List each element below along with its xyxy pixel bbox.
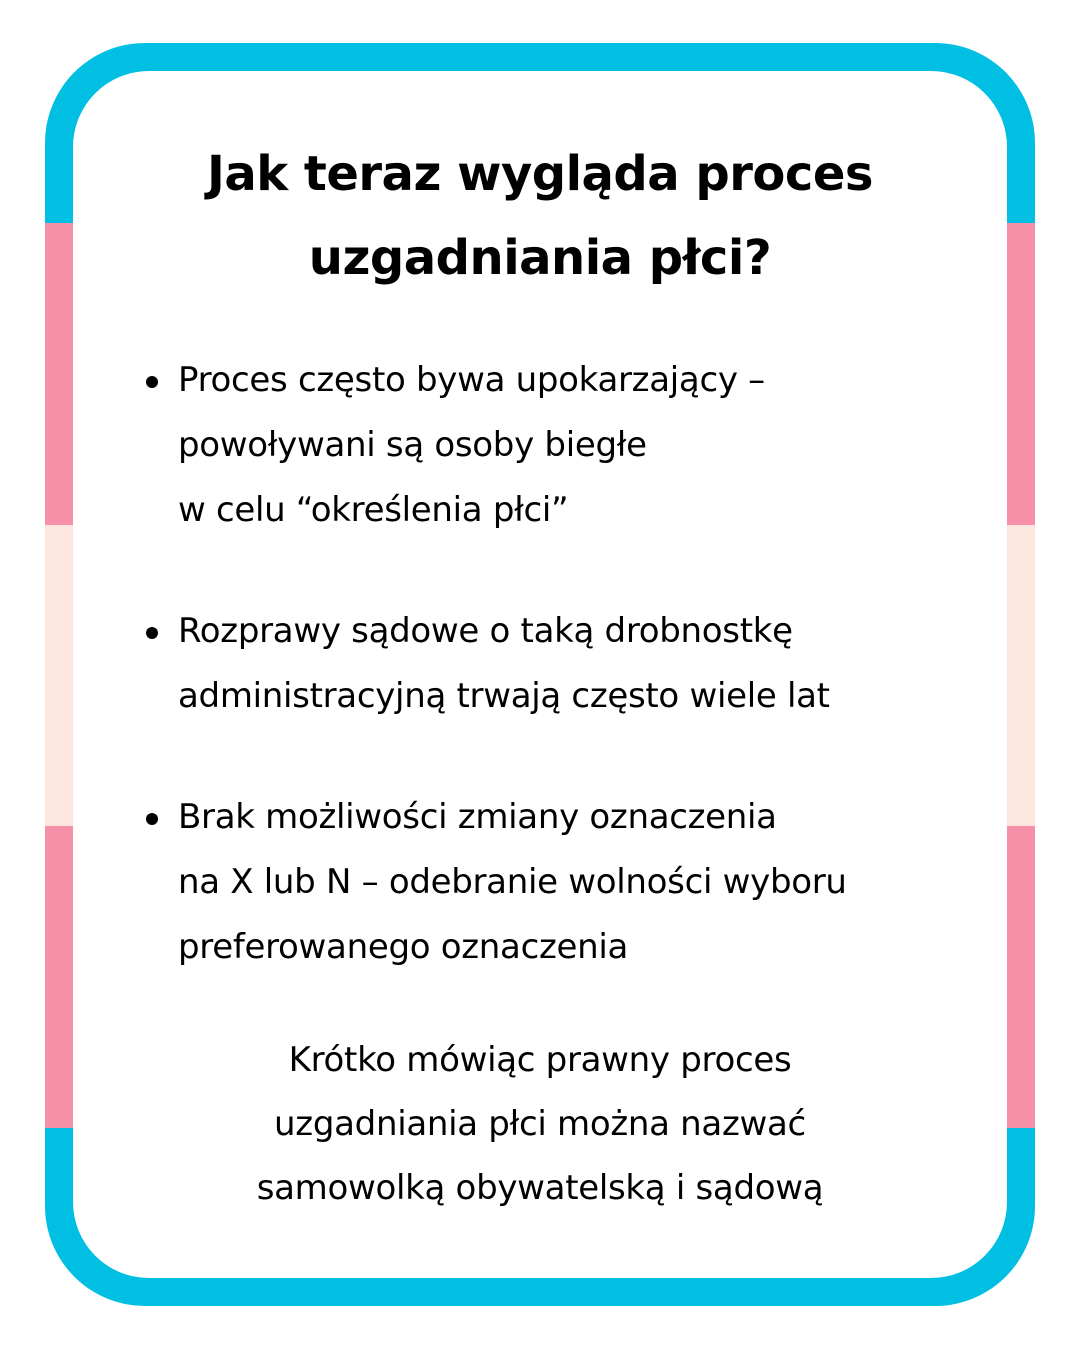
- bullet-list: [140, 348, 1000, 980]
- list-item-line: na X lub N – odebranie wolności wyboru: [178, 862, 847, 902]
- list-item: [140, 348, 1000, 543]
- summary-line: samowolką obywatelską i sądową: [256, 1168, 824, 1208]
- list-item: [140, 785, 1000, 980]
- summary-text: [73, 1028, 1007, 1220]
- summary-line: Krótko mówiąc prawny proces: [288, 1040, 792, 1080]
- list-item-line: administracyjną trwają często wiele lat: [178, 676, 830, 716]
- title-line: Jak teraz wygląda proces: [207, 146, 873, 202]
- page-title: [73, 132, 1007, 300]
- summary-line: uzgadniania płci można nazwać: [274, 1104, 806, 1144]
- title-line: uzgadniania płci?: [308, 230, 772, 286]
- list-item-line: Rozprawy sądowe o taką drobnostkę: [178, 611, 793, 651]
- list-item-line: Brak możliwości zmiany oznaczenia: [178, 797, 777, 837]
- bullet-icon: [146, 627, 158, 639]
- list-item: [140, 599, 1000, 729]
- list-item-line: Proces często bywa upokarzający –: [178, 360, 765, 400]
- list-item-line: preferowanego oznaczenia: [178, 927, 629, 967]
- bullet-icon: [146, 813, 158, 825]
- list-item-line: w celu “określenia płci”: [178, 490, 569, 530]
- list-item-line: powoływani są osoby biegłe: [178, 425, 647, 465]
- bullet-icon: [146, 376, 158, 388]
